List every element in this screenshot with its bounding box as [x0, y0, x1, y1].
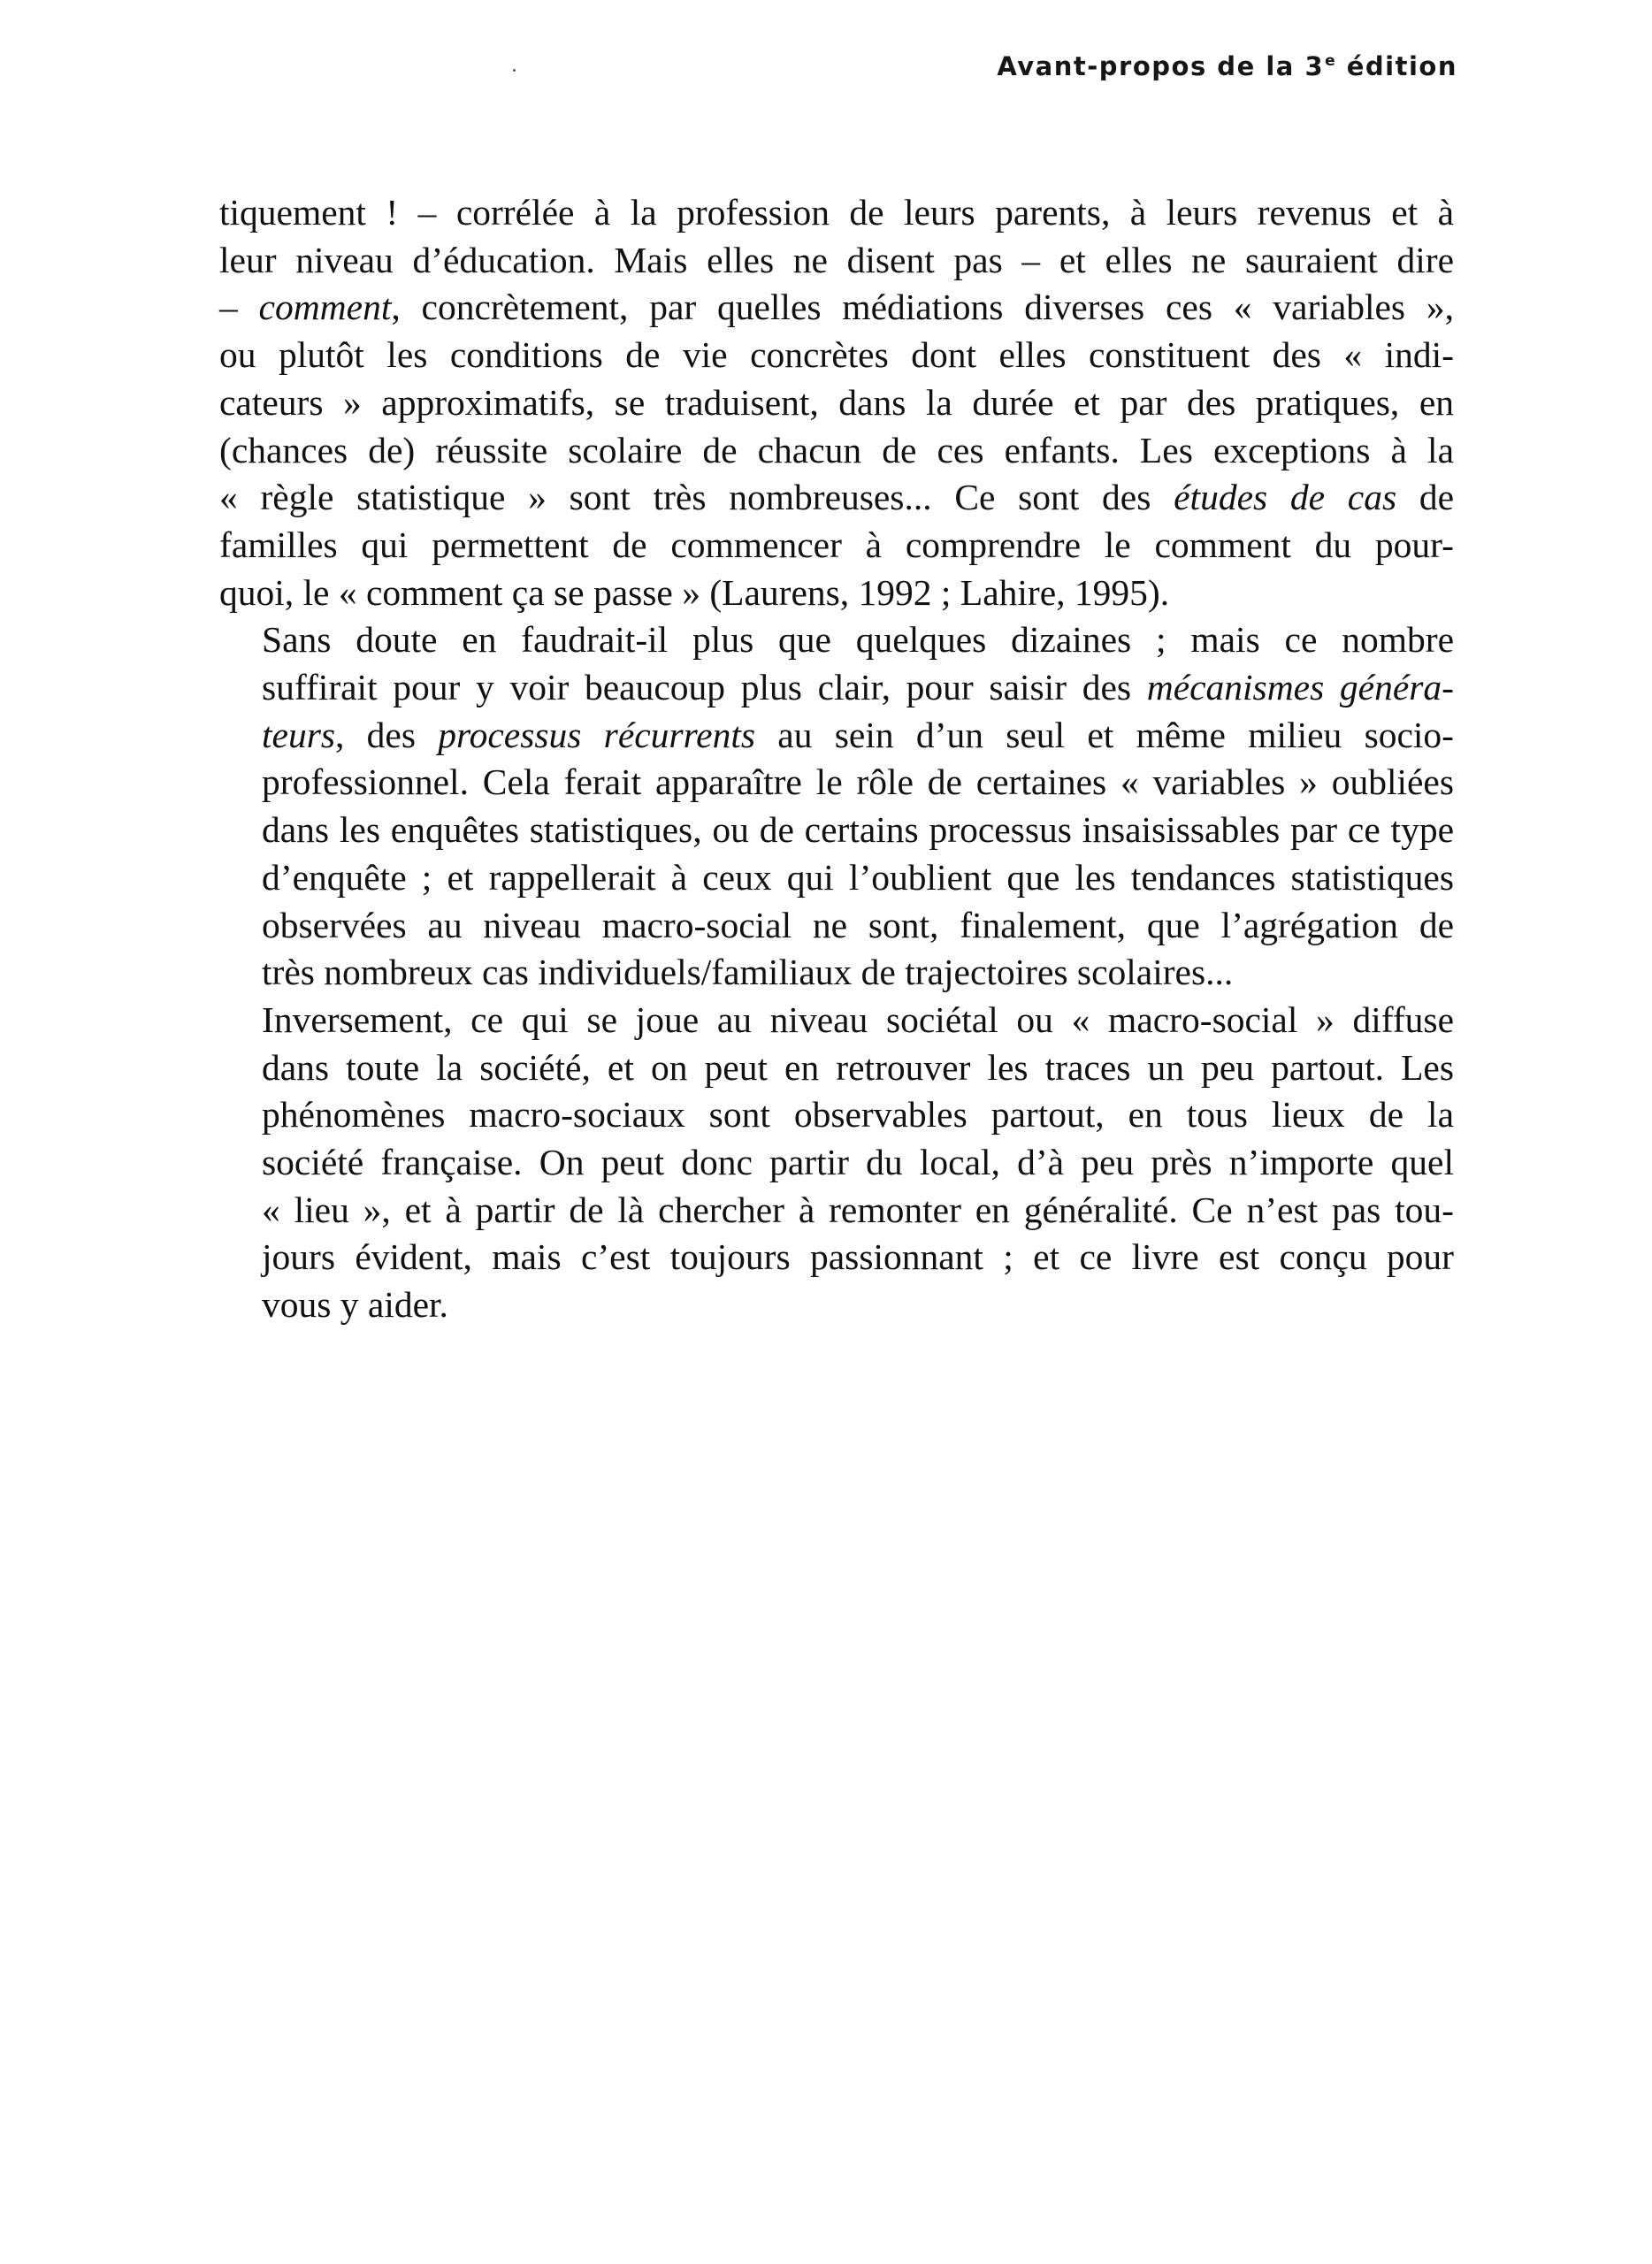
text-run: de — [1396, 477, 1455, 518]
text-line — [219, 189, 1454, 237]
text-run: quoi, le « comment ça se passe » (Laurens, 1992 ; Lahire, 1995). — [219, 571, 1170, 613]
scan-speck — [513, 69, 516, 72]
text-line — [219, 712, 1454, 760]
text-line — [219, 1139, 1454, 1187]
text-run: « lieu », et à partir de là chercher à remonter en généralité. Ce n’est pas tou- — [262, 1189, 1454, 1230]
text-line — [219, 1234, 1454, 1281]
text-line — [219, 759, 1454, 807]
text-line — [219, 522, 1454, 570]
text-run: suffirait pour y voir beaucoup plus clair, pour saisir des — [262, 667, 1147, 708]
italic-run: mécanismes généra- — [1146, 667, 1454, 708]
text-line — [219, 807, 1454, 854]
text-line — [219, 379, 1454, 427]
italic-run: comment — [258, 287, 392, 328]
text-line — [219, 616, 1454, 664]
running-head-edition-word: édition — [1336, 51, 1457, 81]
text-line — [219, 427, 1454, 475]
running-head — [997, 51, 1457, 81]
text-run: (chances de) réussite scolaire de chacun de ces enfants. Les exceptions à la — [219, 429, 1454, 470]
text-run: d’enquête ; et rappellerait à ceux qui l’oublient que les tendances statistiques — [262, 856, 1454, 898]
italic-run: processus récurrents — [438, 714, 756, 755]
text-run: , des — [335, 714, 439, 755]
running-head-title: Avant-propos de la 3 — [997, 51, 1325, 81]
text-line — [219, 1187, 1454, 1235]
body-text — [219, 189, 1454, 1329]
italic-run: études de cas — [1174, 477, 1397, 518]
text-run: dans les enquêtes statistiques, ou de certains processus insaisissables par ce type — [262, 809, 1454, 851]
text-line — [219, 474, 1454, 522]
text-run: Inversement, ce qui se joue au niveau sociétal ou « macro-social » diffuse — [262, 998, 1454, 1040]
text-run: vous y aider. — [262, 1284, 448, 1326]
paragraph — [219, 616, 1454, 997]
text-line — [219, 332, 1454, 379]
running-head-edition-suffix: e — [1325, 52, 1337, 71]
text-run: leur niveau d’éducation. Mais elles ne disent pas – et elles ne sauraient dire — [219, 239, 1454, 280]
paragraph — [219, 189, 1454, 616]
text-run: phénomènes macro-sociaux sont observables partout, en tous lieux de la — [262, 1094, 1454, 1136]
text-line — [219, 570, 1454, 617]
text-line — [219, 902, 1454, 950]
text-run: Sans doute en faudrait-il plus que quelques dizaines ; mais ce nombre — [262, 619, 1454, 661]
text-line — [219, 854, 1454, 902]
text-line — [219, 1281, 1454, 1329]
text-run: jours évident, mais c’est toujours passionnant ; et ce livre est conçu pour — [262, 1236, 1454, 1278]
text-run: cateurs » approximatifs, se traduisent, dans la durée et par des pratiques, en — [219, 381, 1454, 423]
text-line — [219, 237, 1454, 285]
text-run: familles qui permettent de commencer à comprendre le comment du pour- — [219, 524, 1454, 565]
text-run: observées au niveau macro-social ne sont, finalement, que l’agrégation de — [262, 904, 1454, 945]
text-line — [219, 1091, 1454, 1139]
text-run: , concrètement, par quelles médiations diverses ces « variables », — [391, 287, 1454, 328]
text-run: professionnel. Cela ferait apparaître le rôle de certaines « variables » oubliées — [262, 761, 1454, 803]
text-line — [219, 284, 1454, 332]
text-run: dans toute la société, et on peut en retrouver les traces un peu partout. Les — [262, 1046, 1454, 1088]
text-run: au sein d’un seul et même milieu socio- — [755, 714, 1454, 755]
text-run: ou plutôt les conditions de vie concrètes dont elles constituent des « indi- — [219, 334, 1454, 376]
text-line — [219, 664, 1454, 712]
text-run: tiquement ! – corrélée à la profession de leurs parents, à leurs revenus et à — [219, 192, 1454, 233]
text-run: très nombreux cas individuels/familiaux de trajectoires scolaires... — [262, 952, 1234, 993]
text-run: société française. On peut donc partir du local, d’à peu près n’importe quel — [262, 1142, 1454, 1183]
text-run: « règle statistique » sont très nombreuses... Ce sont des — [219, 477, 1174, 518]
paragraph — [219, 997, 1454, 1329]
text-run: – — [219, 287, 259, 328]
text-line — [219, 1044, 1454, 1092]
italic-run: teurs — [262, 714, 335, 755]
text-line — [219, 997, 1454, 1044]
text-line — [219, 949, 1454, 997]
